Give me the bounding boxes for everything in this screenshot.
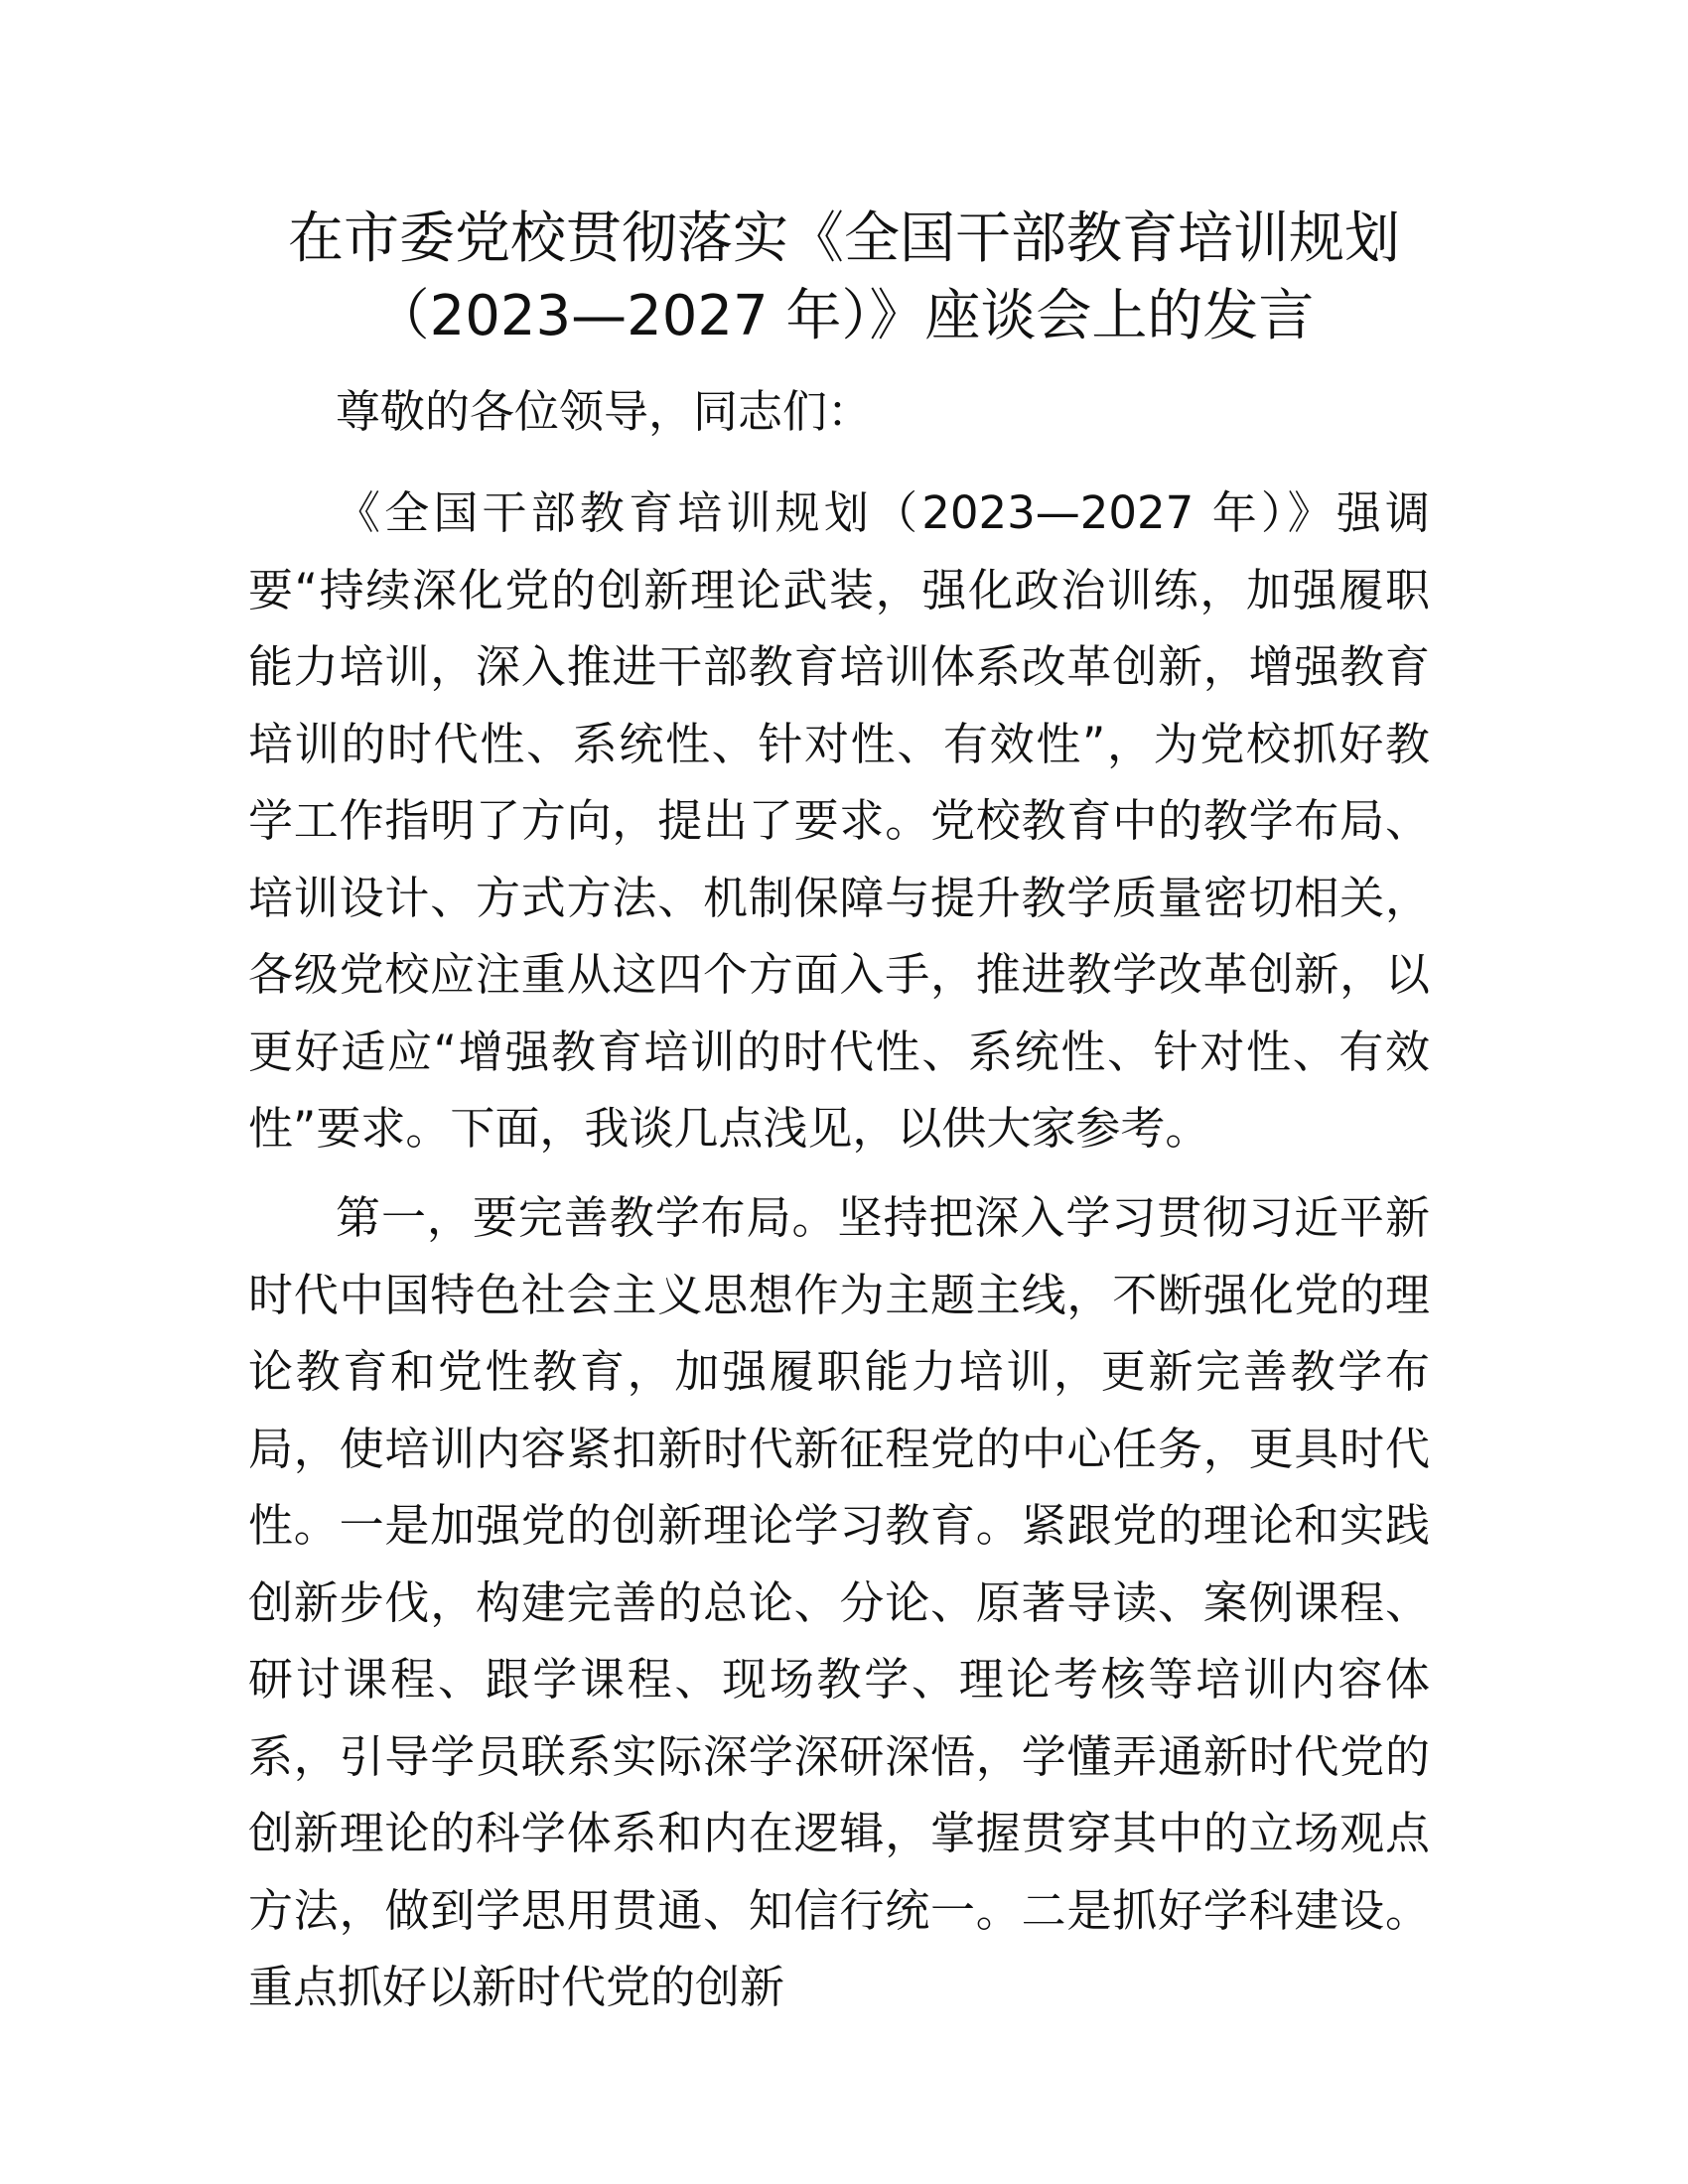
paragraph-first-point: 第一，要完善教学布局。坚持把深入学习贯彻习近平新时代中国特色社会主义思想作为主题主线，不断强化党的理论教育和党性教育，加强履职能力培训，更新完善教学布局，使培训内容紧扣新时代新征程党的中心任务，更具时代性。一是加强党的创新理论学习教育。紧跟党的理论和实践创新步伐，构建完善的总论、分论、原著导读、案例课程、研讨课程、跟学课程、现场教学、理论考核等培训内容体系，引导学员联系实际深学深研深悟，学懂弄通新时代党的创新理论的科学体系和内在逻辑，掌握贯穿其中的立场观点方法，做到学思用贯通、知信行统一。二是抓好学科建设。重点抓好以新时代党的创新 bbox=[248, 1191, 1430, 2013]
salutation: 尊敬的各位领导，同志们： bbox=[336, 385, 873, 438]
paragraph-intro: 《全国干部教育培训规划（2023—2027 年）》强调要“持续深化党的创新理论武装，强化政治训练，加强履职能力培训，深入推进干部教育培训体系改革创新，增强教育培训的时代性、系统性、针对性、有效性”，为党校抓好教学工作指明了方向，提出了要求。党校教育中的教学布局、培训设计、方式方法、机制保障与提升教学质量密切相关，各级党校应注重从这四个方面入手，推进教学改革创新，以更好适应“增强教育培训的时代性、系统性、针对性、有效性”要求。下面，我谈几点浅见，以供大家参考。 bbox=[248, 486, 1430, 1155]
document-title-line-1: 在市委党校贯彻落实《全国干部教育培训规划 bbox=[288, 206, 1400, 271]
document-title-line-2: （2023—2027 年）》座谈会上的发言 bbox=[373, 284, 1315, 348]
